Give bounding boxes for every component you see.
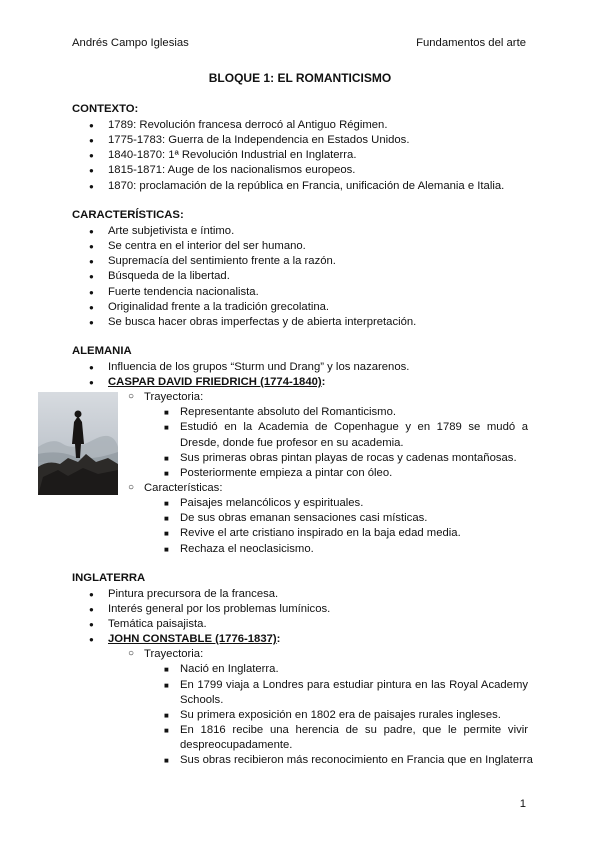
section-heading-contexto: CONTEXTO: [72, 103, 139, 115]
artist-colon: : [276, 633, 281, 645]
list-item: ● 1789: Revolución francesa derrocó al Antiguo Régimen. [108, 118, 387, 133]
list-item: ■ En 1799 viaja a Londres para estudiar pintura en las Royal Academy [180, 678, 528, 693]
artist-colon: : [321, 376, 326, 388]
artist-name: CASPAR DAVID FRIEDRICH (1774-1840) [108, 376, 322, 388]
wanderer-painting-image [38, 392, 118, 495]
list-item: ■ En 1816 recibe una herencia de su padre, que le permite vivir [180, 723, 528, 738]
list-item: ■ Sus primeras obras pintan playas de rocas y cadenas montañosas. [180, 451, 528, 466]
list-item: ■ Posteriormente empieza a pintar con óleo. [180, 466, 528, 481]
list-item: ● Temática paisajista. [108, 617, 207, 632]
artist-heading-constable [108, 632, 280, 647]
artist-heading-friedrich [108, 375, 325, 390]
section-heading-caracteristicas: CARACTERÍSTICAS: [72, 209, 184, 221]
list-item: ● Arte subjetivista e íntimo. [108, 224, 234, 239]
list-item-continuation: despreocupadamente. [180, 739, 293, 751]
list-item: ● Interés general por los problemas lumínicos. [108, 602, 330, 617]
list-item: ■ De sus obras emanan sensaciones casi místicas. [180, 511, 528, 526]
list-item: ■ Representante absoluto del Romanticismo. [180, 405, 528, 420]
list-item: ● Pintura precursora de la francesa. [108, 587, 278, 602]
page-number: 1 [519, 798, 526, 810]
list-item: ■ Sus obras recibieron más reconocimiento en Francia que en Inglaterra [180, 753, 528, 768]
section-heading-inglaterra: INGLATERRA [72, 572, 146, 584]
list-item: ● 1870: proclamación de la república en Francia, unificación de Alemania e Italia. [108, 179, 504, 194]
list-item: ● 1815-1871: Auge de los nacionalismos europeos. [108, 163, 355, 178]
sublist-label: ○ Características: [144, 481, 222, 496]
list-item: ■ Paisajes melancólicos y espirituales. [180, 496, 528, 511]
list-item: ● Supremacía del sentimiento frente a la razón. [108, 254, 336, 269]
list-item: ● Se busca hacer obras imperfectas y de abierta interpretación. [108, 315, 416, 330]
header-author: Andrés Campo Iglesias [72, 37, 189, 49]
list-item: ● Búsqueda de la libertad. [108, 269, 230, 284]
list-item: ● 1840-1870: 1ª Revolución Industrial en Inglaterra. [108, 148, 356, 163]
list-item: ■ Rechaza el neoclasicismo. [180, 542, 528, 557]
list-item: ■ Nació en Inglaterra. [180, 662, 528, 677]
section-heading-alemania: ALEMANIA [72, 345, 132, 357]
list-item: ● Se centra en el interior del ser humano. [108, 239, 306, 254]
list-item: ● Fuerte tendencia nacionalista. [108, 285, 259, 300]
page-title: BLOQUE 1: EL ROMANTICISMO [208, 71, 392, 85]
artist-name: JOHN CONSTABLE (1776-1837) [108, 633, 277, 645]
list-item: ■ Su primera exposición en 1802 era de paisajes rurales ingleses. [180, 708, 528, 723]
sublist-label: ○ Trayectoria: [144, 647, 203, 662]
list-item: ● 1775-1783: Guerra de la Independencia en Estados Unidos. [108, 133, 409, 148]
list-item-continuation: Schools. [180, 694, 224, 706]
sublist-label: ○ Trayectoria: [144, 390, 203, 405]
header-course: Fundamentos del arte [416, 37, 526, 49]
list-item: ● Originalidad frente a la tradición grecolatina. [108, 300, 329, 315]
list-item: ■ Estudió en la Academia de Copenhague y en 1789 se mudó a Dresde, donde fue profesor en su academia. [180, 420, 528, 451]
list-item: ● Influencia de los grupos “Sturm und Drang” y los nazarenos. [108, 360, 409, 375]
list-item: ■ Revive el arte cristiano inspirado en la baja edad media. [180, 526, 528, 541]
